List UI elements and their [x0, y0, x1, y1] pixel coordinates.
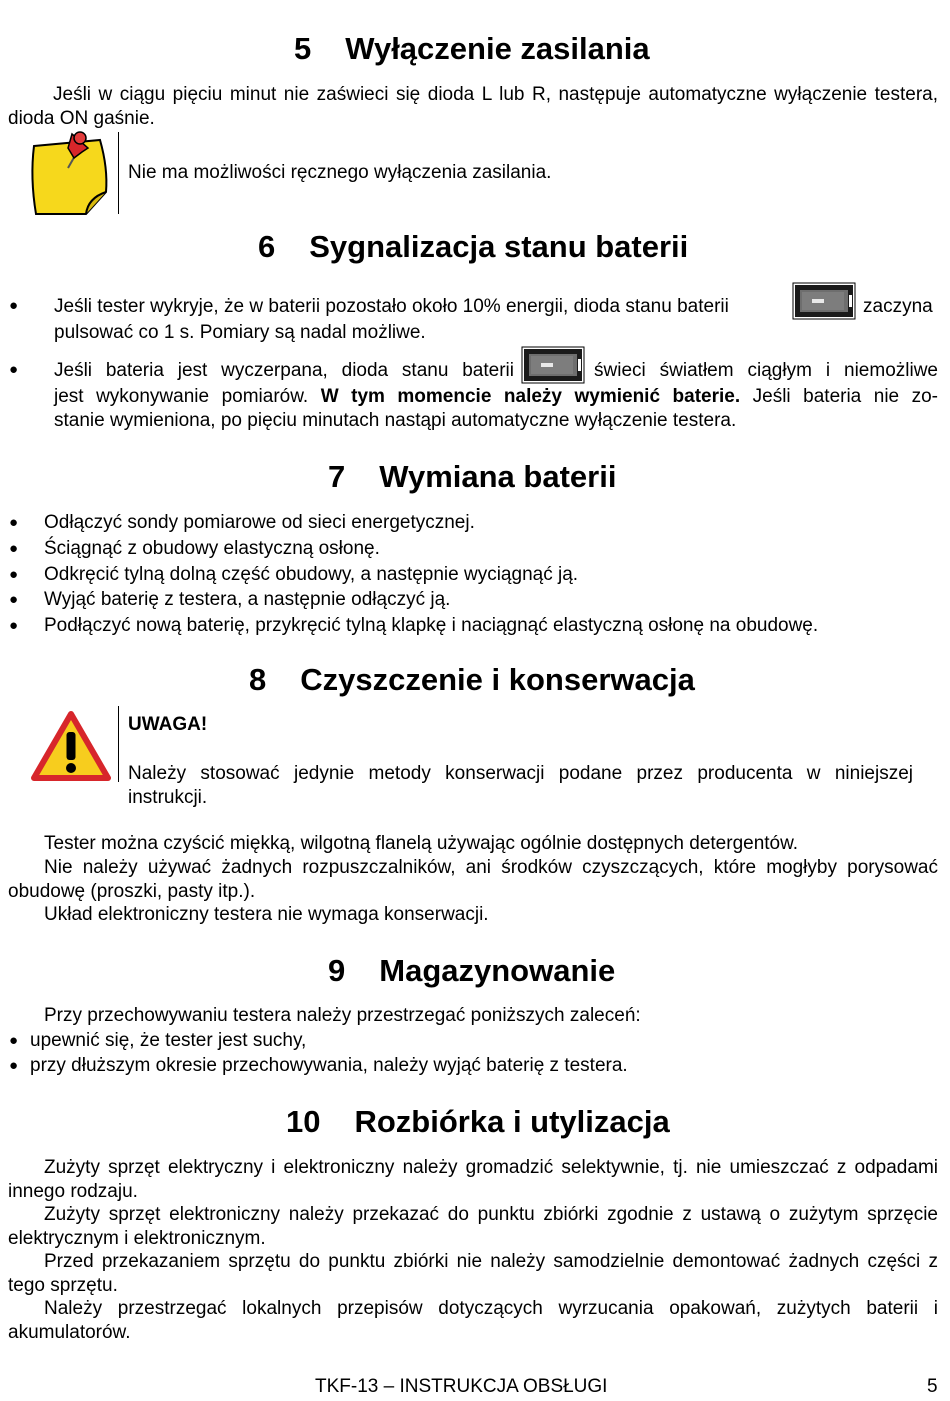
battery-bullet-2-after [594, 360, 938, 382]
section-10-paragraph-2: Zużyty sprzęt elektroniczny należy przekazać do punktu zbiórki zgodnie z ustawą o zużytym sprzęcie elektrycznym i elektronicznym. [8, 1204, 938, 1249]
section-10-paragraph-4: Należy przestrzegać lokalnych przepisów dotyczących wyrzucania opakowań, zużytych baterii i akumulatorów. [8, 1298, 938, 1343]
bullet: ● [9, 591, 19, 608]
text: świeci światłem ciągłym i niemożliwe [594, 360, 938, 381]
bullet: ● [9, 1032, 19, 1049]
section-title: Wymiana baterii [379, 459, 617, 494]
sticky-note-pin-icon [28, 128, 114, 218]
text: jest wykonywanie pomiarów. [54, 386, 309, 407]
text: Jeśli bateria jest wyczerpana, dioda stanu baterii [54, 360, 514, 381]
bullet: ● [9, 297, 19, 314]
battery-bullet-1-line-1 [54, 296, 729, 318]
section-5-paragraph: Jeśli w ciągu pięciu minut nie zaświeci się dioda L lub R, następuje automatyczne wyłączenie testera, dioda ON gaśnie. [8, 84, 938, 129]
section-number: 8 [249, 662, 267, 697]
warning-text: Należy stosować jedynie metody konserwacji podane przez producenta w niniejszej instrukcji. [128, 763, 913, 808]
section-5-note: Nie ma możliwości ręcznego wyłączenia zasilania. [128, 162, 552, 183]
section-number: 10 [286, 1104, 321, 1139]
list-item: Wyjąć baterię z testera, a następnie odłączyć ją. [44, 589, 451, 610]
bold-text: W tym momencie należy wymienić baterie. [320, 386, 741, 407]
list-item: upewnić się, że tester jest suchy, [30, 1030, 307, 1051]
list-item: Podłączyć nową baterię, przykręcić tylną klapkę i naciągnąć elastyczną osłonę na obudowę. [44, 615, 819, 636]
bullet: ● [9, 1057, 19, 1074]
section-title: Sygnalizacja stanu baterii [309, 229, 689, 264]
section-number: 7 [328, 459, 346, 494]
section-title: Rozbiórka i utylizacja [354, 1104, 670, 1139]
section-number: 5 [294, 31, 312, 66]
section-number: 9 [328, 953, 346, 988]
battery-bullet-1-line-2: pulsować co 1 s. Pomiary są nadal możliwe. [54, 322, 426, 343]
list-item: Odłączyć sondy pomiarowe od sieci energetycznej. [44, 512, 475, 533]
battery-bullet-1-after: zaczyna [863, 296, 933, 317]
section-10-paragraph-3: Przed przekazaniem sprzętu do punktu zbiórki nie należy samodzielnie demontować żadnych części z tego sprzętu. [8, 1251, 938, 1296]
section-7-heading [328, 459, 616, 495]
section-title: Wyłączenie zasilania [345, 31, 650, 66]
bullet: ● [9, 617, 19, 634]
section-8-paragraph-1: Tester można czyścić miękką, wilgotną flanelą używając ogólnie dostępnych detergentów. [44, 833, 799, 854]
battery-bullet-2-line-2 [54, 386, 938, 408]
section-title: Czyszczenie i konserwacja [300, 662, 695, 697]
bullet: ● [9, 514, 19, 531]
section-9-heading [328, 953, 615, 989]
text: Jeśli tester wykryje, że w baterii pozostało około 10% energii, dioda stanu baterii [54, 296, 729, 317]
section-5-heading [294, 31, 650, 67]
list-item: Odkręcić tylną dolną część obudowy, a następnie wyciągnąć ją. [44, 564, 579, 585]
section-9-intro: Przy przechowywaniu testera należy przestrzegać poniższych zaleceń: [44, 1005, 641, 1026]
battery-icon [792, 282, 856, 320]
list-item: Ściągnąć z obudowy elastyczną osłonę. [44, 538, 380, 559]
section-10-heading [286, 1104, 670, 1140]
bullet: ● [9, 540, 19, 557]
warning-divider [118, 706, 119, 782]
section-8-heading [249, 662, 695, 698]
bullet: ● [9, 566, 19, 583]
bullet: ● [9, 361, 19, 378]
section-6-heading [258, 229, 688, 265]
footer-title: TKF-13 – INSTRUKCJA OBSŁUGI [315, 1376, 608, 1397]
battery-icon [521, 346, 585, 384]
page-number: 5 [927, 1376, 938, 1397]
section-8-paragraph-2: Nie należy używać żadnych rozpuszczalników, ani środków czyszczących, które mogłyby porysować obudowę (proszki, pasty itp.). [8, 857, 938, 902]
section-8-paragraph-3: Układ elektroniczny testera nie wymaga konserwacji. [44, 904, 489, 925]
list-item: przy dłuższym okresie przechowywania, należy wyjąć baterię z testera. [30, 1055, 628, 1076]
section-title: Magazynowanie [379, 953, 616, 988]
warning-title: UWAGA! [128, 714, 208, 735]
battery-bullet-2-before [54, 360, 514, 382]
text: Jeśli bateria nie zo- [752, 386, 939, 407]
note-divider [118, 132, 119, 214]
section-10-paragraph-1: Zużyty sprzęt elektryczny i elektroniczny należy gromadzić selektywnie, tj. nie umieszczać z odpadami innego rodzaju. [8, 1157, 938, 1202]
warning-triangle-icon [31, 710, 111, 782]
battery-bullet-2-line-3: stanie wymieniona, po pięciu minutach nastąpi automatyczne wyłączenie testera. [54, 410, 737, 431]
section-number: 6 [258, 229, 276, 264]
